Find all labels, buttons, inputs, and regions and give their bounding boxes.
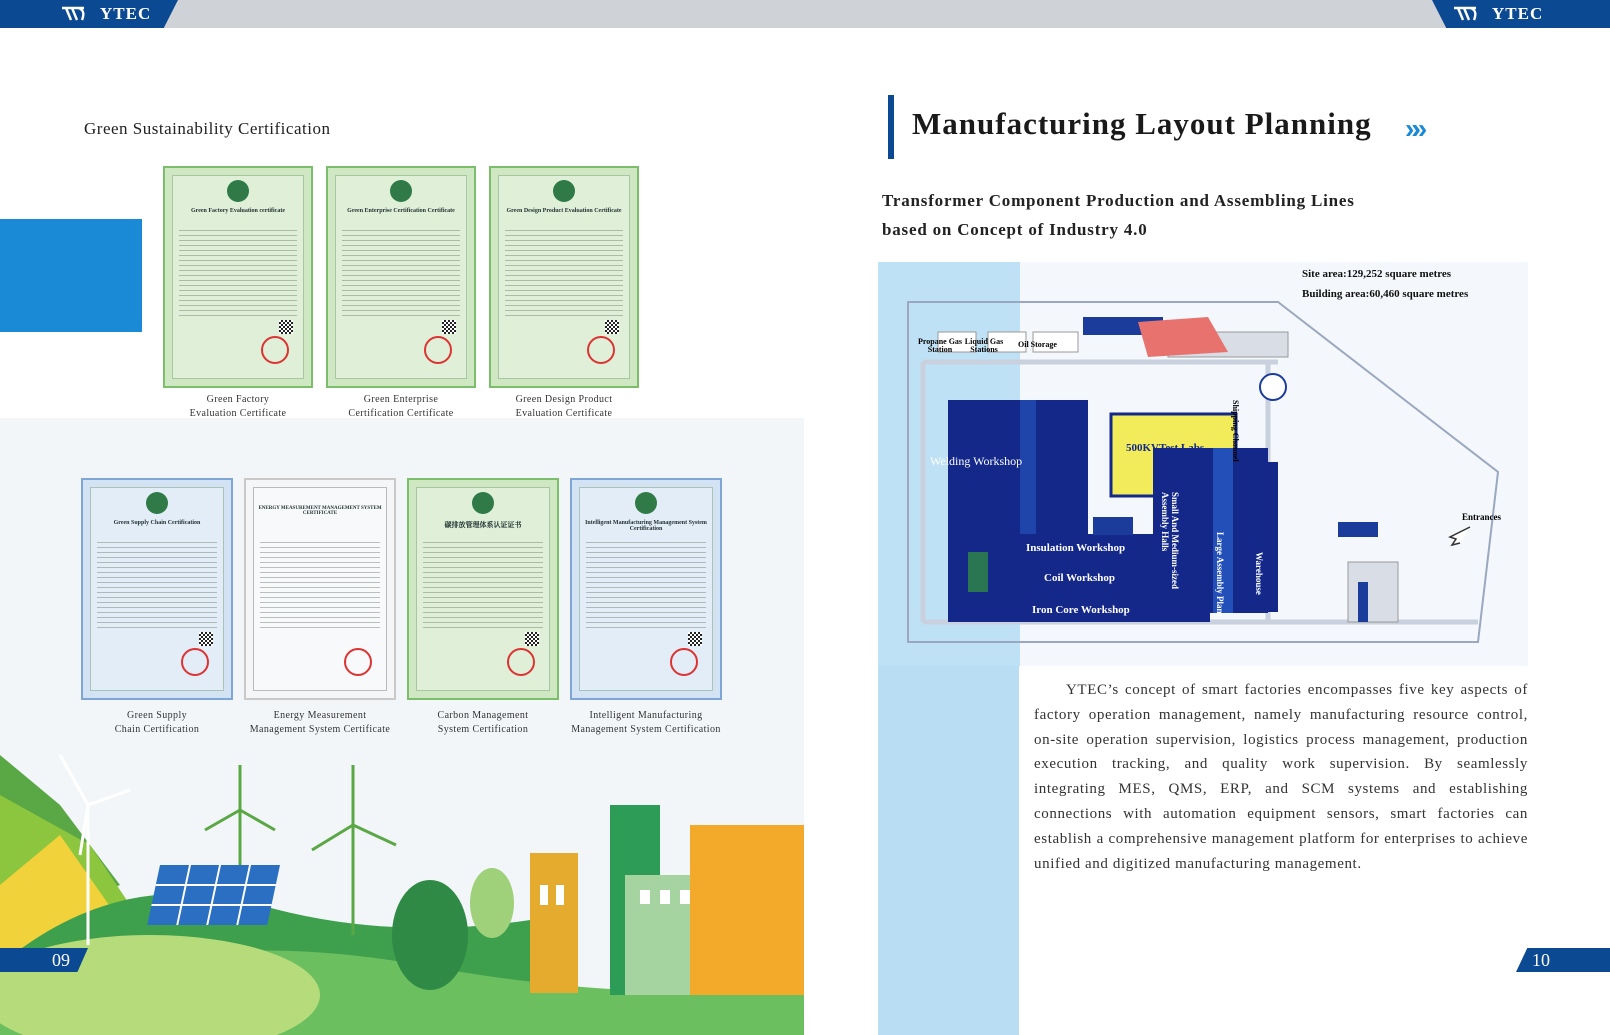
certificate-title: Green Design Product Evaluation Certificate: [506, 208, 622, 214]
decorative-blue-tab: [0, 219, 142, 332]
certificate-title: ENERGY MEASUREMENT MANAGEMENT SYSTEM CERTIFICATE: [258, 506, 382, 516]
body-paragraph: YTEC’s concept of smart factories encompasses five key aspects of factory operation management, namely manufacturing resource control, on-site operation supervision, logistics process management, production execution tracking, and quality work supervision. By seamlessly integrating MES, QMS, ERP, and SCM systems and establishing connections with automation equipment sensors, smart factories can establish a comprehensive management platform for enterprises to achieve unified and digitized manufacturing management.: [1034, 682, 1528, 872]
emblem-icon: [390, 180, 412, 202]
certificate-energy-measurement: [244, 478, 396, 700]
map-label: Welding Workshop: [930, 454, 1023, 468]
certificate-green-enterprise: [326, 166, 476, 388]
brand-badge-left: [0, 0, 178, 28]
map-label: Large Assembly Plant: [1215, 532, 1225, 617]
map-label: Liquid Gas Stations: [964, 337, 1004, 354]
certificate-green-supply-chain: [81, 478, 233, 700]
map-label: Warehouse: [1254, 552, 1264, 595]
emblem-icon: [472, 492, 494, 514]
map-label: Insulation Workshop: [1026, 542, 1126, 554]
tree-icon: [470, 868, 514, 938]
certificate-title: Green Enterprise Certification Certificate: [347, 208, 455, 214]
ytec-logo-icon: [60, 5, 88, 23]
solar-panel-icon: [147, 865, 280, 925]
building-icon: [690, 825, 804, 995]
building-icon: [530, 853, 578, 993]
header-bar: [0, 0, 1610, 28]
seal-icon: [670, 648, 698, 676]
seal-icon: [344, 648, 372, 676]
certificate-caption: Green Supply Chain Certification: [114, 710, 200, 735]
certificate-carbon-management: [407, 478, 559, 700]
seal-icon: [507, 648, 535, 676]
tree-icon: [392, 880, 468, 990]
map-label: Coil Workshop: [1044, 572, 1116, 584]
emblem-icon: [146, 492, 168, 514]
map-label: Oil Storage: [1018, 340, 1057, 349]
brand-name-left: YTEC: [100, 4, 152, 23]
certificate-caption: Energy Measurement Management System Certificate: [249, 710, 391, 735]
certificate-title: Green Supply Chain Certification: [113, 520, 201, 526]
map-label: Entrances: [1462, 512, 1501, 522]
emblem-icon: [635, 492, 657, 514]
brand-name-right: YTEC: [1492, 4, 1544, 23]
map-label: Propane Gas Station: [917, 337, 963, 354]
map-label: 500KVTest Labs: [1126, 442, 1205, 454]
qr-code-icon: [605, 320, 619, 334]
site-layout-map: [878, 262, 1528, 666]
certificate-caption: Carbon Management System Certification: [437, 710, 529, 735]
qr-code-icon: [442, 320, 456, 334]
page-subtitle: Transformer Component Production and Assembling Lines based on Concept of Industry 4.0: [882, 191, 1355, 239]
certificate-caption: Intelligent Manufacturing Management System Certification: [571, 710, 721, 735]
emblem-icon: [553, 180, 575, 202]
map-label: Iron Core Workshop: [1032, 604, 1130, 616]
certificate-title: 碳排放管理体系认证证书: [444, 521, 522, 529]
certificate-title: Intelligent Manufacturing Management System Certification: [585, 520, 707, 532]
seal-icon: [424, 336, 452, 364]
site-area-text: Site area:129,252 square metres Building area:60,460 square metres: [1302, 268, 1469, 300]
chevron-right-icon: »»: [1405, 113, 1419, 144]
page-number-bar-left: [0, 948, 88, 972]
title-accent-bar: [888, 95, 894, 159]
certificate-caption: Green Enterprise Certification Certificate: [348, 394, 454, 419]
seal-icon: [261, 336, 289, 364]
qr-code-icon: [279, 320, 293, 334]
page-number-right: 10: [1532, 950, 1550, 970]
certificate-intelligent-manufacturing: [570, 478, 722, 700]
certificate-green-factory: [163, 166, 313, 388]
ytec-logo-icon: [1452, 5, 1480, 23]
page-number-left: 09: [52, 950, 70, 970]
qr-code-icon: [199, 632, 213, 646]
certificate-green-design-product: [489, 166, 639, 388]
seal-icon: [181, 648, 209, 676]
qr-code-icon: [688, 632, 702, 646]
page-number-bar-right: [1516, 948, 1610, 972]
certificate-caption: Green Factory Evaluation Certificate: [189, 394, 287, 419]
map-label: Small And Medium-sized Assembly Halls: [1160, 492, 1180, 590]
emblem-icon: [227, 180, 249, 202]
green-landscape-illustration: [0, 735, 804, 1035]
seal-icon: [587, 336, 615, 364]
certificate-caption: Green Design Product Evaluation Certificate: [515, 394, 613, 419]
qr-code-icon: [525, 632, 539, 646]
certificate-title: Green Factory Evaluation certificate: [190, 208, 286, 214]
section-title: Green Sustainability Certification: [84, 119, 331, 138]
page-title: Manufacturing Layout Planning: [912, 106, 1372, 141]
map-label: Shipping Channel: [1231, 400, 1240, 462]
